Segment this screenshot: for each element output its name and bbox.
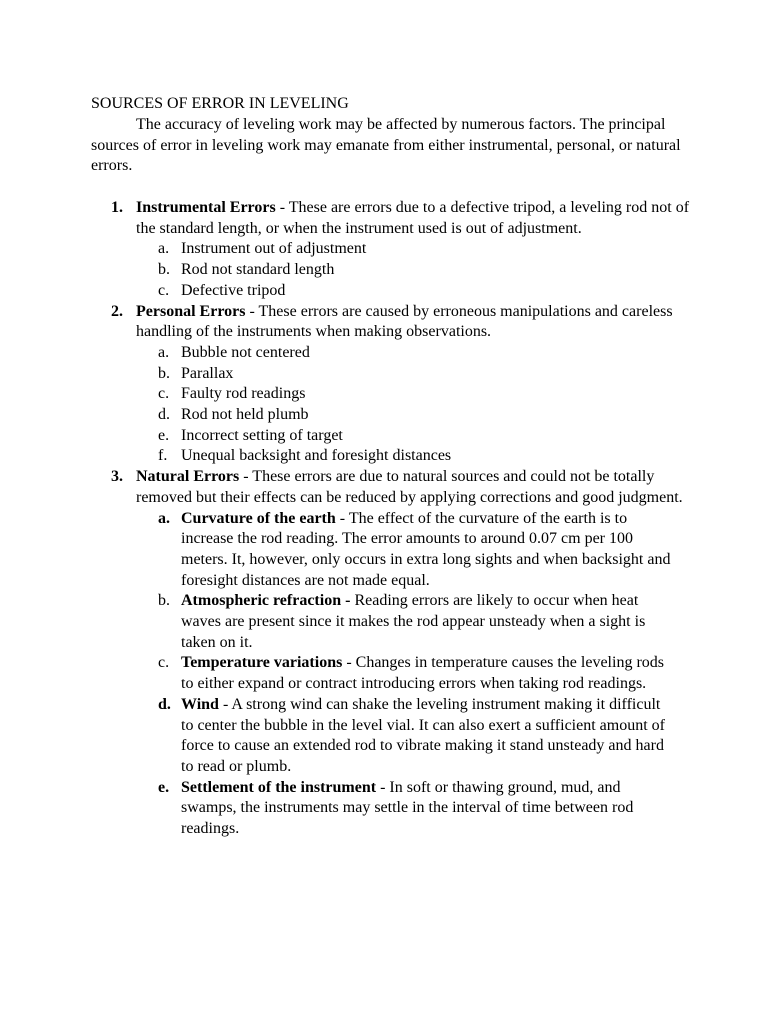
sub-list-item	[0, 446, 700, 467]
sub-list-item	[0, 778, 700, 840]
list-item-natural-errors	[0, 467, 700, 840]
sub-list-letter: c.	[158, 654, 170, 672]
sub-list-letter: a.	[158, 240, 170, 258]
sub-list-text: Instrument out of adjustment	[181, 240, 367, 258]
sub-list-heading: Atmospheric refraction -	[181, 592, 351, 610]
section-text: - These are errors due to a defective tripod, a leveling rod not of the standard length, or when the instrument used is out of adjustment.	[136, 199, 690, 237]
sub-list	[136, 343, 700, 467]
sub-list-text: Unequal backsight and foresight distances	[181, 447, 452, 465]
sub-list-text: Reading errors are likely to occur when heat waves are present since it makes the rod appear unsteady when a sight is taken on it.	[181, 592, 646, 651]
intro-paragraph: The accuracy of leveling work may be affected by numerous factors. The principal sources of error in leveling work may emanate from either instrumental, personal, or natural errors.	[91, 116, 681, 175]
sub-list-heading: Temperature variations	[181, 654, 343, 672]
sub-list-text: - A strong wind can shake the leveling instrument making it difficult to center the bubble in the level vial. It can also exert a sufficient amount of force to cause an extended rod to vibrate making it stand unsteady and hard to read or plumb.	[181, 695, 665, 775]
list-number: 3.	[111, 468, 123, 486]
sub-list-letter: b.	[158, 364, 170, 382]
sub-list-letter: c.	[158, 385, 170, 403]
sub-list-text: - Changes in temperature causes the leveling rods to either expand or contract introducing errors when taking rod readings.	[181, 654, 664, 693]
sub-list-item	[0, 509, 700, 592]
sub-list-text: Rod not standard length	[181, 261, 335, 279]
sub-list-text: Bubble not centered	[181, 343, 310, 361]
sub-list	[136, 239, 700, 301]
sub-list-text: Parallax	[181, 364, 234, 382]
sub-list-item	[0, 260, 700, 281]
sub-list-item	[0, 405, 700, 426]
sub-list-item	[0, 653, 700, 694]
sub-list-text: Faulty rod readings	[181, 385, 306, 403]
sub-list-item	[0, 426, 700, 447]
sub-list-letter: b.	[158, 592, 170, 610]
sub-list-text: Rod not held plumb	[181, 406, 309, 424]
sub-list-letter: d.	[158, 695, 171, 713]
sub-list-text: Incorrect setting of target	[181, 426, 343, 444]
sub-list-letter: a.	[158, 343, 170, 361]
sub-list-item	[0, 591, 700, 653]
sub-list-item	[0, 364, 700, 385]
list-number: 1.	[111, 199, 123, 216]
sub-list-item	[0, 695, 700, 778]
sub-list-heading: Settlement of the instrument	[181, 778, 377, 796]
sub-list-item	[0, 384, 700, 405]
sub-list-heading: Curvature of the earth	[181, 509, 336, 527]
sub-list-letter: d.	[158, 406, 170, 424]
sub-list-item	[0, 239, 700, 260]
sub-list-text: - In soft or thawing ground, mud, and swamps, the instruments may settle in the interval of time between rod readings.	[181, 778, 634, 838]
list-number: 2.	[111, 302, 123, 320]
sub-list-text: Defective tripod	[181, 281, 286, 299]
list-item-instrumental-errors	[0, 198, 700, 302]
section-heading: Natural Errors	[136, 468, 240, 486]
sub-list-item	[0, 343, 700, 364]
sub-list-letter: e.	[158, 778, 170, 796]
section-heading: Personal Errors	[136, 302, 246, 320]
sub-list-letter: e.	[158, 426, 170, 444]
sub-list-text: - The effect of the curvature of the earth is to increase the rod reading. The error amounts to around 0.07 cm per 100 meters. It, however, only occurs in extra long sights and when backsight and foresight distances are not made equal.	[181, 509, 671, 589]
list-item-personal-errors	[0, 302, 700, 468]
sub-list-letter: b.	[158, 261, 170, 279]
sub-list-heading: Wind	[181, 695, 219, 713]
page-title: SOURCES OF ERROR IN LEVELING	[91, 95, 349, 112]
sub-list	[136, 509, 700, 840]
error-sources-list	[0, 198, 700, 840]
section-text: - These errors are caused by erroneous manipulations and careless handling of the instruments when making observations.	[136, 302, 673, 341]
section-text: - These errors are due to natural sources and could not be totally removed but their effects can be reduced by applying corrections and good judgment.	[136, 468, 683, 506]
sub-list-letter: f.	[158, 447, 168, 465]
sub-list-letter: a.	[158, 509, 170, 527]
sub-list-item	[0, 281, 700, 302]
section-heading: Instrumental Errors	[136, 199, 276, 216]
sub-list-letter: c.	[158, 281, 170, 299]
